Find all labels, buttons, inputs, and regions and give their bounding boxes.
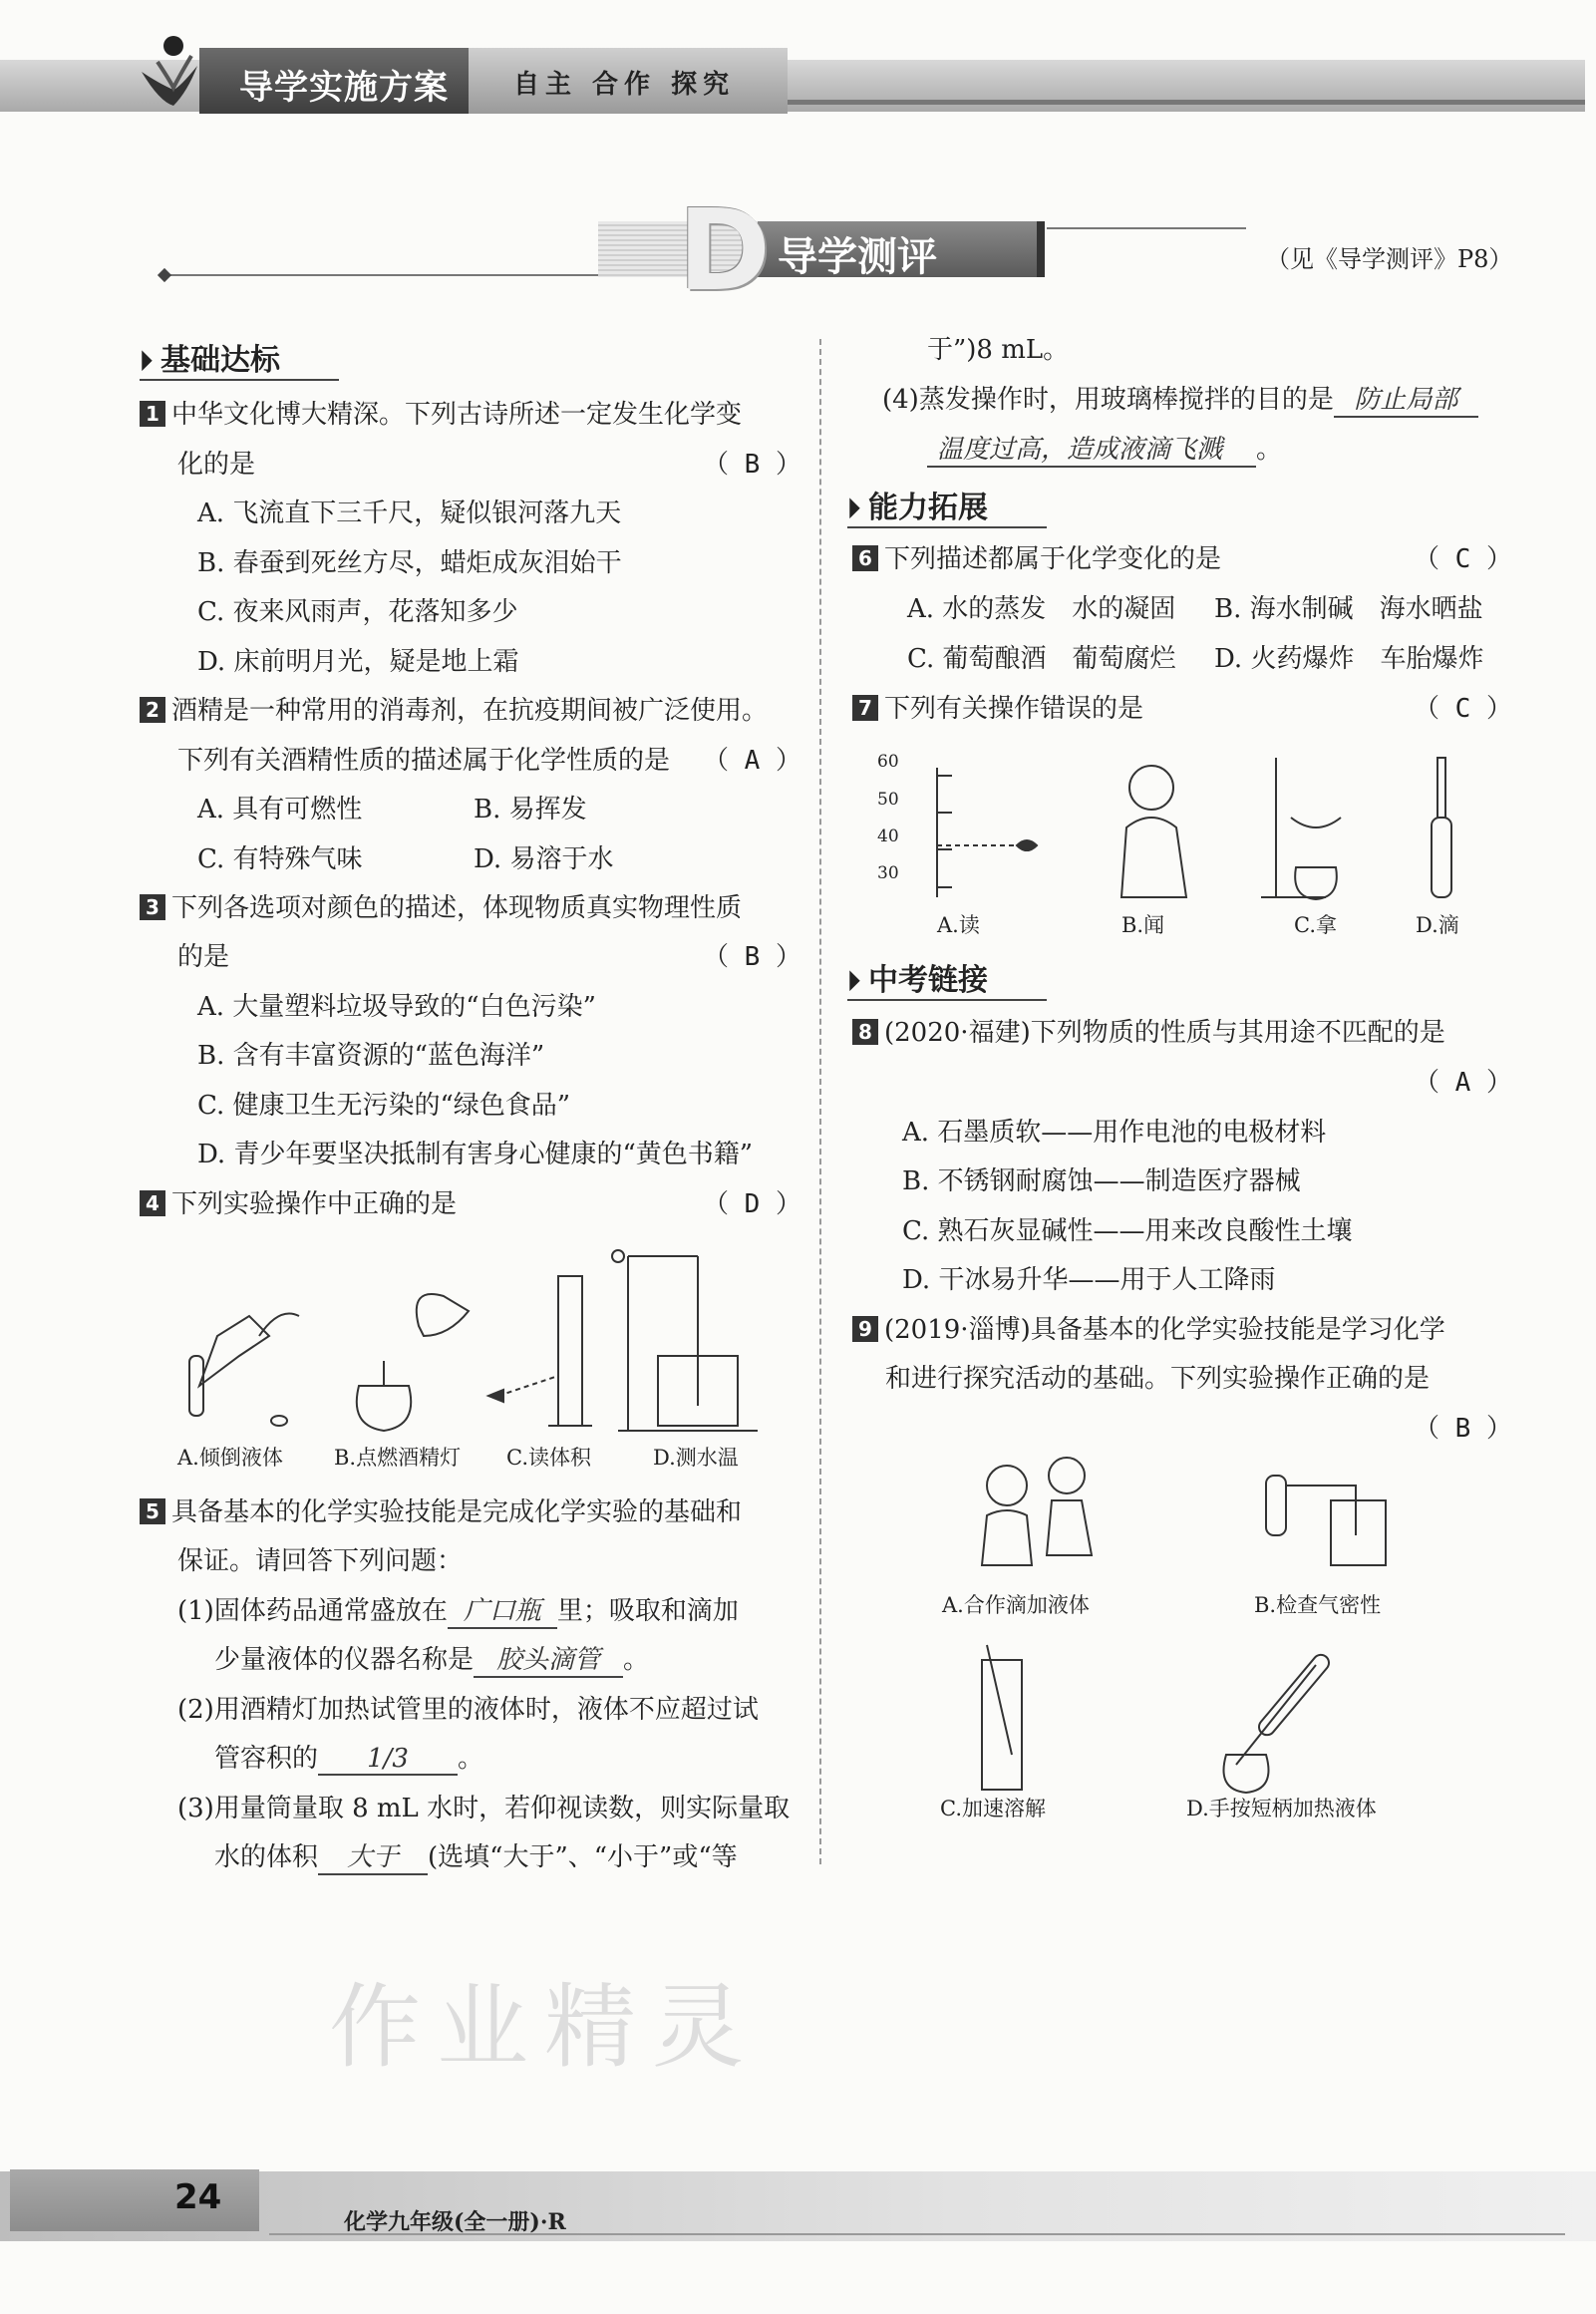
beaker-icon [982, 1660, 1022, 1790]
q9-stem-2: 和进行探究活动的基础。下列实验操作正确的是 [885, 1364, 1431, 1394]
q8-stem-1 [852, 1012, 1445, 1049]
q4-text-1: 下列实验操作中正确的是 [171, 1189, 458, 1219]
q8-number: 8 [852, 1019, 878, 1045]
child-icon [1049, 1458, 1085, 1493]
q9-caption-a: A.合作滴加液体 [942, 1593, 1090, 1617]
page-number: 24 [174, 2177, 222, 2217]
q6-stem-1 [852, 538, 1221, 575]
q5-part3-line3: 于”)8 mL。 [927, 335, 1070, 365]
q5-answer-1: 广口瓶 [448, 1590, 557, 1629]
q8-option-b: B. 不锈钢耐腐蚀——制造医疗器械 [902, 1166, 1301, 1196]
q7-caption-b: B.闻 [1121, 913, 1165, 937]
q6-text-1: 下列描述都属于化学变化的是 [884, 544, 1222, 574]
q7-tick-30: 30 [877, 863, 899, 883]
q5-p3b: 水的体积 [214, 1842, 319, 1872]
subhead-basic [140, 335, 280, 379]
q5-p1c: 少量液体的仪器名称是 [214, 1645, 475, 1675]
q2-option-a: A. 具有可燃性 [197, 795, 363, 825]
person-icon [1129, 766, 1173, 810]
q5-p2c: 。 [458, 1744, 484, 1774]
test-tube-icon [1266, 1476, 1286, 1535]
q7-stem-1 [852, 688, 1143, 725]
pouring-bottle-icon [199, 1316, 269, 1386]
q3-option-d: D. 青少年要坚决抵制有害身心健康的“黄色书籍” [197, 1140, 754, 1169]
banner-rule [788, 100, 1585, 105]
q5-answer-3: 1/3 [318, 1744, 458, 1776]
section-bar [1037, 221, 1045, 277]
beaker-icon [1331, 1500, 1386, 1565]
q1-stem-2 [177, 444, 255, 481]
book-logo-icon [140, 32, 199, 112]
q8-answer: （ A ） [1414, 1068, 1512, 1098]
q9-stem-1 [852, 1309, 1445, 1346]
q5-stem-2: 保证。请回答下列问题： [177, 1546, 464, 1576]
footer-book-title: 化学九年级(全一册)·R [344, 2209, 566, 2235]
q7-answer: （ C ） [1414, 694, 1512, 724]
q2-stem-1 [140, 690, 768, 727]
watermark: 作业精灵 [329, 1974, 761, 2081]
q5-p1d: 。 [623, 1645, 650, 1675]
subhead-ability [847, 483, 988, 526]
q2-option-d: D. 易溶于水 [474, 844, 614, 874]
section-letter: D [678, 186, 771, 316]
banner-subtitle: 自主 合作 探究 [513, 70, 736, 100]
q5-answer-5b: 温度过高，造成液滴飞溅 [927, 429, 1256, 468]
q5-text-1: 具备基本的化学实验技能是完成化学实验的基础和 [171, 1497, 743, 1527]
q5-p4b: 。 [1256, 435, 1283, 465]
banner-title: 导学实施方案 [239, 68, 449, 108]
q4-answer: （ D ） [703, 1189, 801, 1219]
q6-option-d: D. 火药爆炸 车胎爆炸 [1214, 644, 1484, 674]
q3-answer: （ B ） [703, 942, 801, 972]
child-icon [987, 1466, 1027, 1505]
measuring-cylinder-icon [558, 1276, 582, 1426]
q7-tick-40: 40 [877, 826, 899, 846]
q3-stem-2: 的是 [177, 942, 230, 972]
q5-answer-2: 胶头滴管 [474, 1639, 623, 1678]
section-rule-left [164, 274, 598, 276]
dropper-icon [1437, 758, 1445, 818]
q4-caption-d: D.测水温 [653, 1446, 739, 1470]
q5-p1b: 里；吸取和滴加 [556, 1596, 739, 1626]
subhead-exam-label: 中考链接 [868, 963, 989, 998]
q6-option-b: B. 海水制碱 海水晒盐 [1214, 594, 1483, 624]
q7-caption-c: C.拿 [1294, 913, 1337, 937]
q4-number: 4 [140, 1190, 165, 1216]
q9-diagram [937, 1456, 1455, 1805]
q7-text-1: 下列有关操作错误的是 [884, 694, 1144, 724]
q3-stem-1 [140, 887, 742, 924]
q6-option-a: A. 水的蒸发 水的凝固 [907, 594, 1176, 624]
q1-answer: （ B ） [703, 450, 801, 480]
q5-part3-line2 [214, 1836, 738, 1875]
q8-option-c: C. 熟石灰显碱性——用来改良酸性土壤 [902, 1216, 1353, 1246]
q7-caption-d: D.滴 [1416, 913, 1459, 937]
q2-text-1: 酒精是一种常用的消毒剂，在抗疫期间被广泛使用。 [171, 696, 769, 726]
q5-p3c: (选填“大于”、“小于”或“等 [428, 1842, 738, 1872]
q4-stem-1 [140, 1183, 457, 1220]
q5-part1-line1 [177, 1590, 739, 1629]
q5-answer-5a: 防止局部 [1334, 379, 1478, 418]
q5-part4-line2 [927, 429, 1282, 468]
q1-option-a: A. 飞流直下三千尺，疑似银河落九天 [197, 498, 622, 528]
q2-option-b: B. 易挥发 [474, 795, 587, 825]
arrow-icon: ⏵ [847, 967, 861, 997]
q9-caption-b: B.检查气密性 [1254, 1593, 1382, 1617]
q1-text-1: 中华文化博大精深。下列古诗所述一定发生化学变 [171, 400, 743, 430]
q1-text-2: 化的是 [177, 450, 256, 480]
q8-option-a: A. 石墨质软——用作电池的电极材料 [902, 1118, 1327, 1148]
q5-part2-line1: (2)用酒精灯加热试管里的液体时，液体不应超过试 [177, 1695, 759, 1725]
q5-answer-4: 大于 [318, 1836, 428, 1875]
q1-option-c: C. 夜来风雨声，花落知多少 [197, 597, 518, 627]
q7-tick-50: 50 [877, 790, 899, 810]
q7-tick-60: 60 [877, 752, 899, 772]
q2-number: 2 [140, 697, 165, 723]
subhead-basic-label: 基础达标 [160, 343, 281, 378]
q5-part2-line2 [214, 1738, 483, 1776]
arrow-icon: ⏵ [140, 347, 154, 377]
q3-option-a: A. 大量塑料垃圾导致的“白色污染” [197, 992, 596, 1022]
test-tube-icon [189, 1356, 203, 1416]
q6-number: 6 [852, 545, 878, 571]
subhead-exam [847, 955, 988, 999]
section-reference: （见《导学测评》P8） [1266, 245, 1513, 273]
q7-diagram [877, 748, 1495, 907]
q9-text-1: (2019·淄博)具备基本的化学实验技能是学习化学 [884, 1315, 1445, 1345]
alcohol-lamp-icon [1224, 1755, 1269, 1793]
q5-p4a: (4)蒸发操作时，用玻璃棒搅拌的目的是 [882, 385, 1334, 415]
q5-part4-line1 [882, 379, 1478, 418]
q6-answer: （ C ） [1414, 544, 1512, 574]
footer-page-block [10, 2169, 259, 2231]
q1-number: 1 [140, 401, 165, 427]
q4-diagram [160, 1236, 778, 1446]
q2-stem-2: 下列有关酒精性质的描述属于化学性质的是 [177, 746, 671, 776]
q2-answer: （ A ） [703, 746, 801, 776]
alcohol-lamp-icon [357, 1386, 411, 1431]
q3-text-1: 下列各选项对颜色的描述，体现物质真实物理性质 [171, 893, 743, 923]
q5-part1-line2 [214, 1639, 649, 1678]
q8-option-d: D. 干冰易升华——用于人工降雨 [902, 1265, 1276, 1295]
evaporating-dish-icon [1291, 818, 1341, 827]
q9-answer: （ B ） [1414, 1414, 1512, 1444]
section-rule-right [1047, 227, 1246, 229]
q8-text-1: (2020·福建)下列物质的性质与其用途不匹配的是 [884, 1018, 1445, 1048]
q4-caption-c: C.读体积 [506, 1446, 591, 1470]
eye-icon [1017, 840, 1037, 850]
q1-option-d: D. 床前明月光，疑是地上霜 [197, 647, 519, 677]
q5-number: 5 [140, 1498, 165, 1524]
diamond-icon [158, 268, 171, 282]
subhead-ability-label: 能力拓展 [868, 491, 989, 525]
q6-option-c: C. 葡萄酿酒 葡萄腐烂 [907, 644, 1176, 674]
q5-stem-1 [140, 1491, 742, 1528]
q5-part3-line1: (3)用量筒量取 8 mL 水时，若仰视读数，则实际量取 [177, 1794, 791, 1823]
column-divider [819, 339, 821, 1864]
section-title: 导学测评 [778, 234, 937, 280]
q3-number: 3 [140, 894, 165, 920]
q1-option-b: B. 春蚕到死丝方尽，蜡炬成灰泪始干 [197, 548, 622, 578]
q7-caption-a: A.读 [937, 913, 980, 937]
arrow-icon: ⏵ [847, 495, 861, 524]
q3-option-c: C. 健康卫生无污染的“绿色食品” [197, 1091, 571, 1121]
q9-caption-d: D.手按短柄加热液体 [1186, 1797, 1377, 1820]
q5-p2b: 管容积的 [214, 1744, 319, 1774]
q9-caption-c: C.加速溶解 [940, 1797, 1046, 1820]
q4-caption-b: B.点燃酒精灯 [334, 1446, 462, 1470]
q1-stem-1 [140, 394, 742, 431]
q3-option-b: B. 含有丰富资源的“蓝色海洋” [197, 1041, 545, 1071]
q7-number: 7 [852, 695, 878, 721]
q5-p1a: (1)固体药品通常盛放在 [177, 1596, 448, 1626]
q9-number: 9 [852, 1316, 878, 1342]
q2-option-c: C. 有特殊气味 [197, 844, 363, 874]
q4-caption-a: A.倾倒液体 [177, 1446, 283, 1470]
